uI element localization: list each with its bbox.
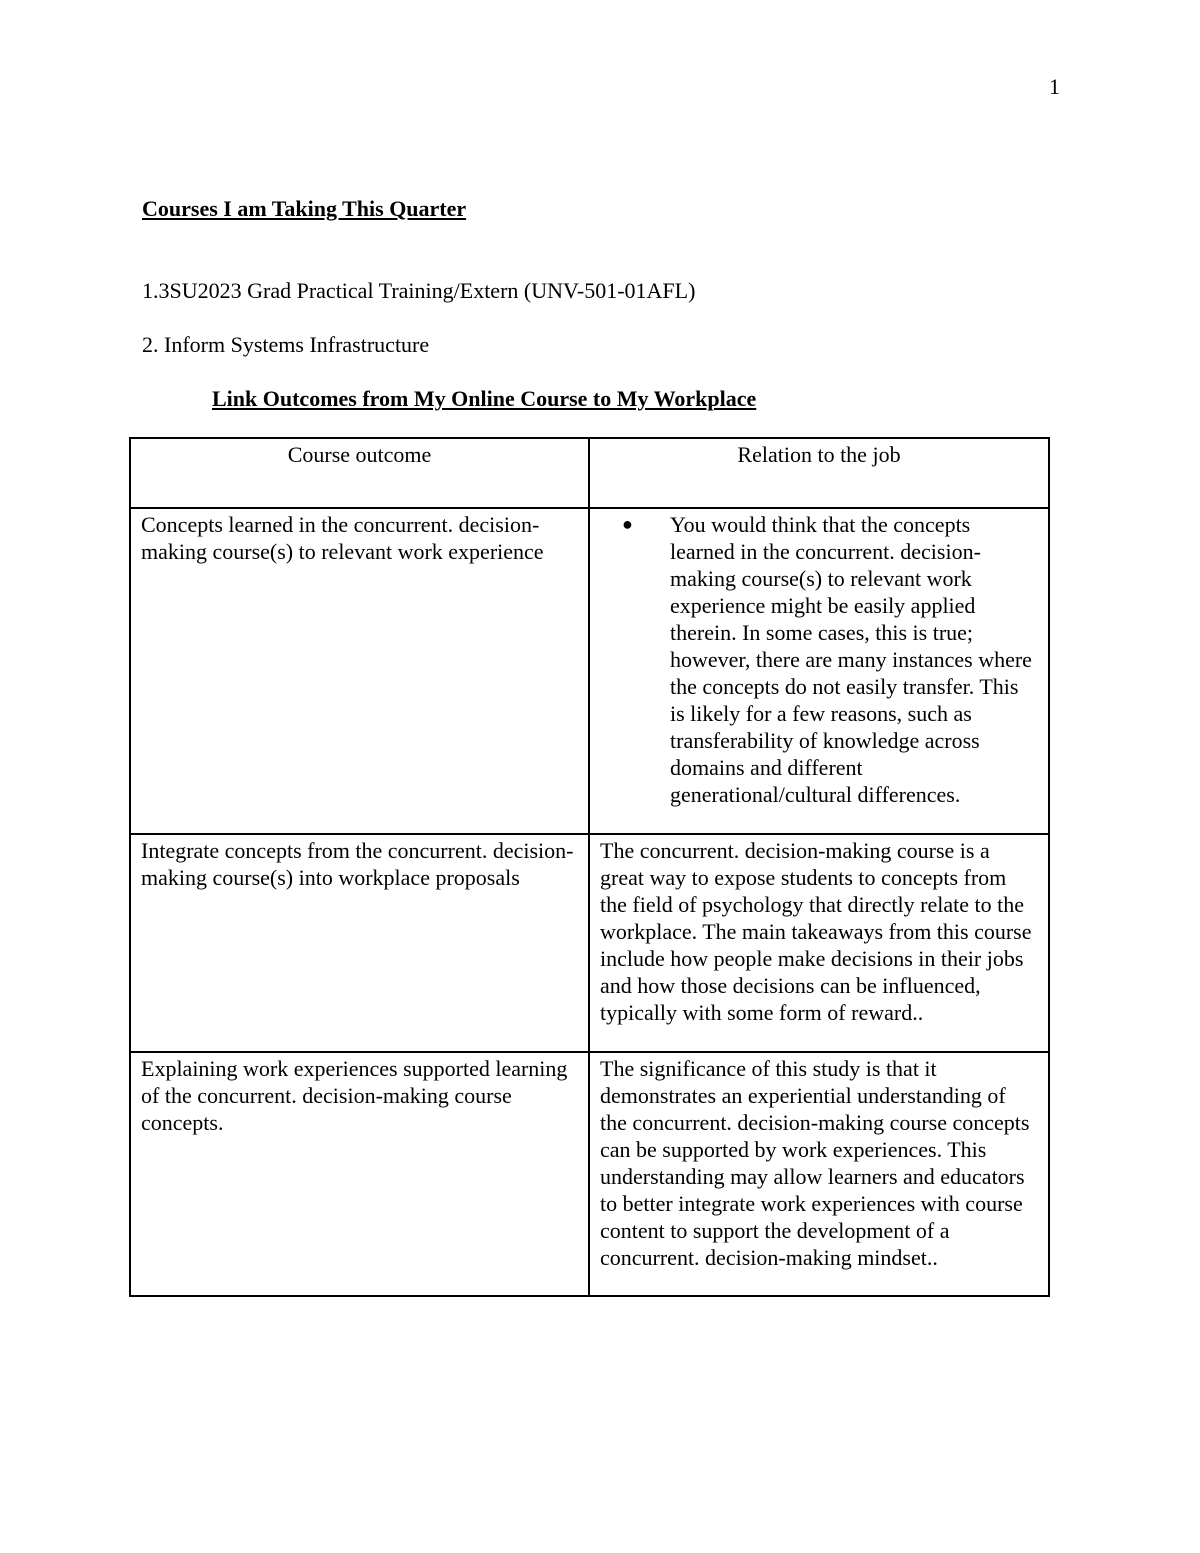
- courses-heading: Courses I am Taking This Quarter: [142, 196, 467, 221]
- relation-text: You would think that the concepts learned in the concurrent. decision-making course(s) to relevant work experience might be easily applied therein. In some cases, this is true; however, there are many instances where the concepts do not easily transfer. This is likely for a few reasons, such as transferability of knowledge across domains and different generational/cultural differences.: [670, 512, 1032, 807]
- outcome-cell: Concepts learned in the concurrent. decision-making course(s) to relevant work experience: [130, 508, 589, 834]
- table-header-row: [130, 438, 1049, 508]
- table-row: [130, 508, 1049, 834]
- header-relation-to-job: Relation to the job: [589, 438, 1049, 508]
- table-row: [130, 834, 1049, 1052]
- course-item-2: 2. Inform Systems Infrastructure: [142, 332, 430, 357]
- outcome-cell: Explaining work experiences supported learning of the concurrent. decision-making course concepts.: [130, 1052, 589, 1296]
- relation-cell: The concurrent. decision-making course is a great way to expose students to concepts from the field of psychology that directly relate to the workplace. The main takeaways from this course include how people make decisions in their jobs and how those decisions can be influenced, typically with some form of reward..: [589, 834, 1049, 1052]
- bullet-list-item: [600, 511, 1038, 808]
- relation-cell: [589, 508, 1049, 834]
- page-number: 1: [1049, 74, 1060, 99]
- relation-cell: The significance of this study is that it demonstrates an experiential understanding of the concurrent. decision-making course concepts can be supported by work experiences. This understanding may allow learners and educators to better integrate work experiences with course content to support the development of a concurrent. decision-making mindset..: [589, 1052, 1049, 1296]
- outcomes-table: [129, 437, 1050, 1297]
- table-row: [130, 1052, 1049, 1296]
- table-title: Link Outcomes from My Online Course to My Workplace: [212, 386, 757, 411]
- course-item-1: 1.3SU2023 Grad Practical Training/Extern (UNV-501-01AFL): [142, 278, 696, 303]
- header-course-outcome: Course outcome: [130, 438, 589, 508]
- bullet-icon: ●: [622, 514, 633, 534]
- outcome-cell: Integrate concepts from the concurrent. decision-making course(s) into workplace proposals: [130, 834, 589, 1052]
